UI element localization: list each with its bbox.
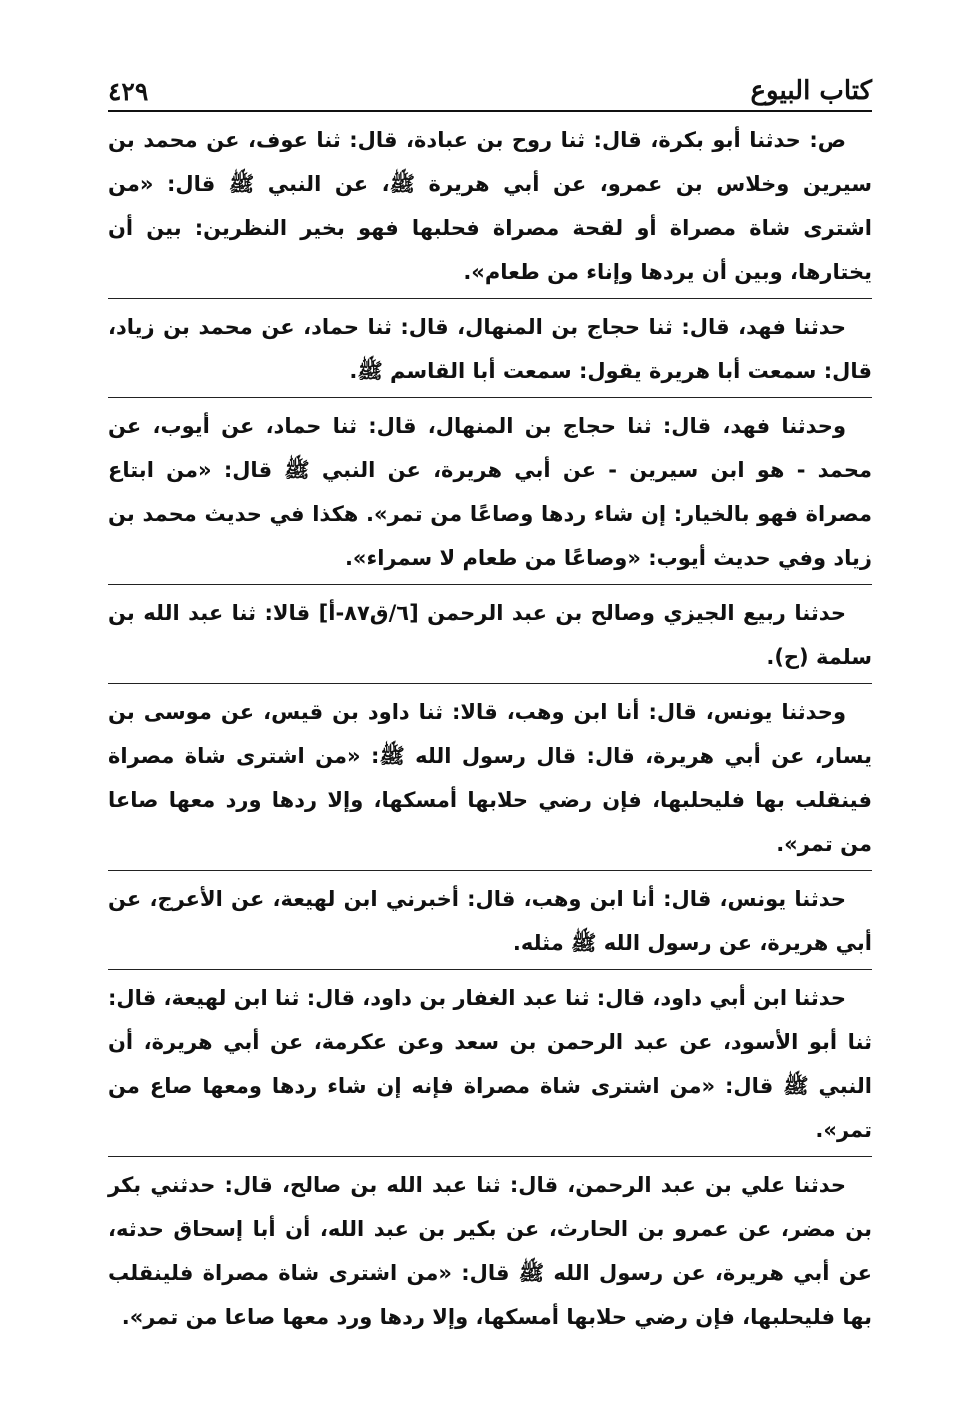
- page-number: ٤٢٩: [108, 77, 149, 106]
- paragraph-hadith-4: حدثنا ربيع الجيزي وصالح بن عبد الرحمن [٦/ق٨٧-أ] قالا: ثنا عبد الله بن سلمة (ح).: [108, 591, 872, 684]
- paragraph-hadith-7: حدثنا ابن أبي داود، قال: ثنا عبد الغفار بن داود، قال: ثنا ابن لهيعة، قال: ثنا أبو الأسود، عن عبد الرحمن بن سعد وعن عكرمة، عن أبي هريرة، أن النبي ﷺ قال: «من اشترى شاة مصراة فإنه إن شاء ردها ومعها صاع من تمر».: [108, 976, 872, 1157]
- paragraph-hadith-2: حدثنا فهد، قال: ثنا حجاج بن المنهال، قال: ثنا حماد، عن محمد بن زياد، قال: سمعت أبا هريرة يقول: سمعت أبا القاسم ﷺ.: [108, 305, 872, 398]
- paragraph-hadith-8: حدثنا علي بن عبد الرحمن، قال: ثنا عبد الله بن صالح، قال: حدثني بكر بن مضر، عن عمرو بن الحارث، عن بكير بن عبد الله، أن أبا إسحاق حدثه، عن أبي هريرة، عن رسول الله ﷺ قال: «من اشترى شاة مصراة فلينقلب بها فليحلبها، فإن رضي حلابها أمسكها، وإلا ردها ورد معها صاعا من تمر».: [108, 1173, 872, 1329]
- running-header: [108, 62, 872, 112]
- paragraph-hadith-6: حدثنا يونس، قال: أنا ابن وهب، قال: أخبرني ابن لهيعة، عن الأعرج، عن أبي هريرة، عن رسول الله ﷺ مثله.: [108, 877, 872, 970]
- paragraph-hadith-3: وحدثنا فهد، قال: ثنا حجاج بن المنهال، قال: ثنا حماد، عن أيوب، عن محمد - هو ابن سيرين - عن أبي هريرة، عن النبي ﷺ قال: «من ابتاع مصراة فهو بالخيار: إن شاء ردها وصاعًا من تمر». هكذا في حديث محمد بن زياد وفي حديث أيوب: «وصاعًا من طعام لا سمراء».: [108, 404, 872, 585]
- paragraph-hadith-5: وحدثنا يونس، قال: أنا ابن وهب، قالا: ثنا داود بن قيس، عن موسى بن يسار، عن أبي هريرة، قال: قال رسول الله ﷺ: «من اشترى شاة مصراة فينقلب بها فليحلبها، فإن رضي حلابها أمسكها، وإلا ردها ورد معها صاعا من تمر».: [108, 690, 872, 871]
- paragraph-hadith-1: ص: حدثنا أبو بكرة، قال: ثنا روح بن عبادة، قال: ثنا عوف، عن محمد بن سيرين وخلاس بن عمرو، عن أبي هريرة ﷺ، عن النبي ﷺ قال: «من اشترى شاة مصراة أو لقحة مصراة فحلبها فهو بخير النظرين: بين أن يختارها، وبين أن يردها وإناء من طعام».: [108, 118, 872, 299]
- page-body: [108, 118, 872, 1349]
- book-title: كتاب البيوع: [750, 76, 872, 106]
